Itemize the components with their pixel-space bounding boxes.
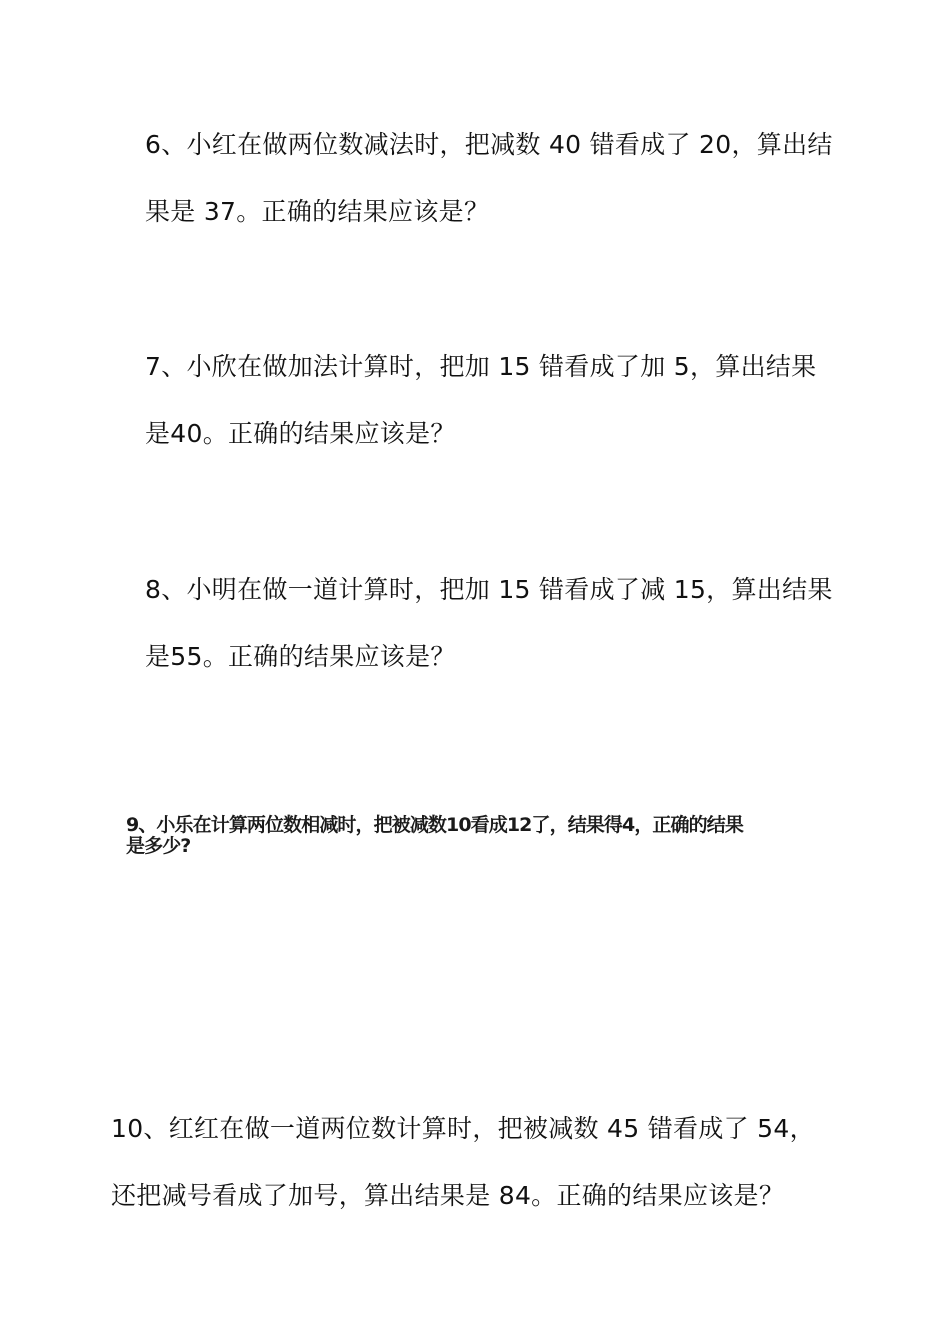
question-8-line-1: 8、小明在做一道计算时，把加 15 错看成了减 15，算出结果 — [145, 575, 833, 604]
question-7-line-2: 是40。正确的结果应该是？ — [145, 419, 456, 448]
question-10-line-1: 10、红红在做一道两位数计算时，把被减数 45 错看成了 54， — [111, 1114, 815, 1143]
question-7-line-1: 7、小欣在做加法计算时，把加 15 错看成了加 5，算出结果 — [145, 352, 817, 381]
question-8-line-2: 是55。正确的结果应该是？ — [145, 642, 456, 671]
question-9-line-1: 9、小乐在计算两位数相减时，把被减数10看成12了，结果得4，正确的结果 — [126, 814, 743, 836]
question-10-line-2: 还把减号看成了加号，算出结果是 84。正确的结果应该是？ — [111, 1181, 785, 1210]
question-9-line-2: 是多少? — [126, 835, 191, 857]
question-6-line-2: 果是 37。正确的结果应该是？ — [145, 197, 490, 226]
question-6-line-1: 6、小红在做两位数减法时，把减数 40 错看成了 20，算出结 — [145, 130, 833, 159]
